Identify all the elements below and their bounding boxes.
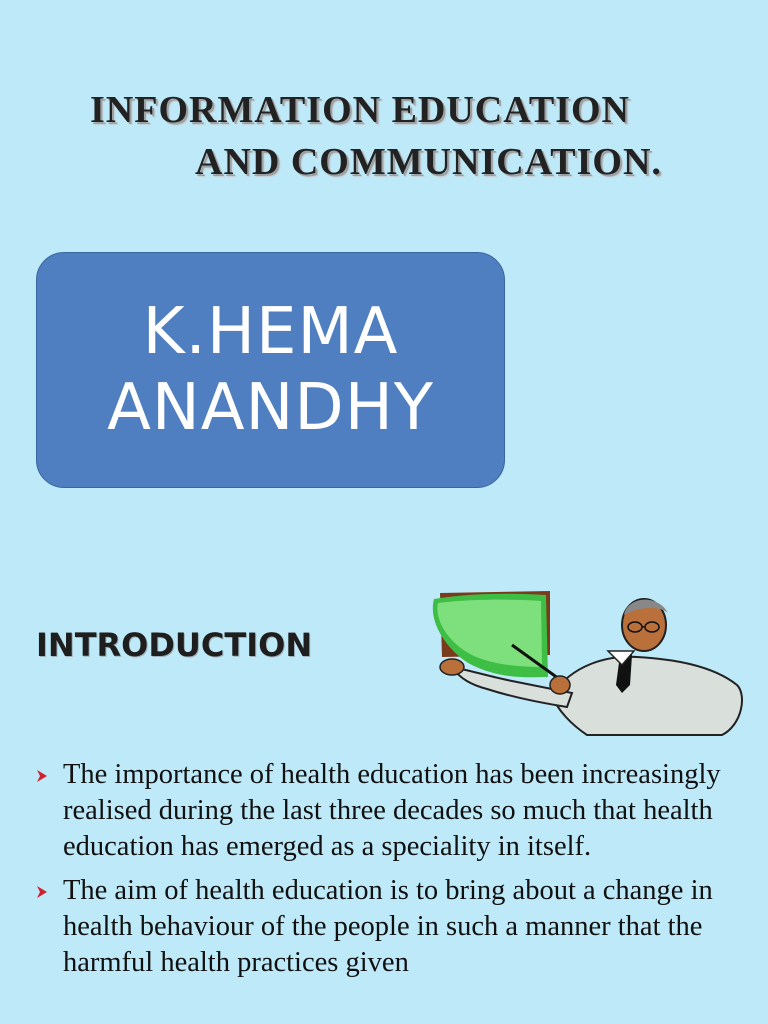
- bullet-text: The aim of health education is to bring about a change in health behaviour of the people in such a manner that the harmful health practices given: [63, 875, 713, 978]
- bullet-item: [36, 873, 756, 981]
- author-line-2: ANANDHY: [107, 371, 434, 445]
- arrow-bullet-icon: [36, 769, 48, 783]
- bullet-text: The importance of health education has been increasingly realised during the last three decades so much that health education has emerged as a speciality in itself.: [63, 759, 721, 862]
- title-line-2: AND COMMUNICATION.: [195, 141, 662, 183]
- presenter-clipart-icon: [412, 585, 752, 750]
- arrow-bullet-icon: [36, 885, 48, 899]
- author-box: [36, 252, 505, 488]
- bullet-list: [36, 757, 756, 989]
- intro-heading: INTRODUCTION: [36, 626, 313, 664]
- author-line-1: K.HEMA: [142, 295, 399, 369]
- title-line-1: INFORMATION EDUCATION: [90, 89, 630, 131]
- bullet-item: [36, 757, 756, 865]
